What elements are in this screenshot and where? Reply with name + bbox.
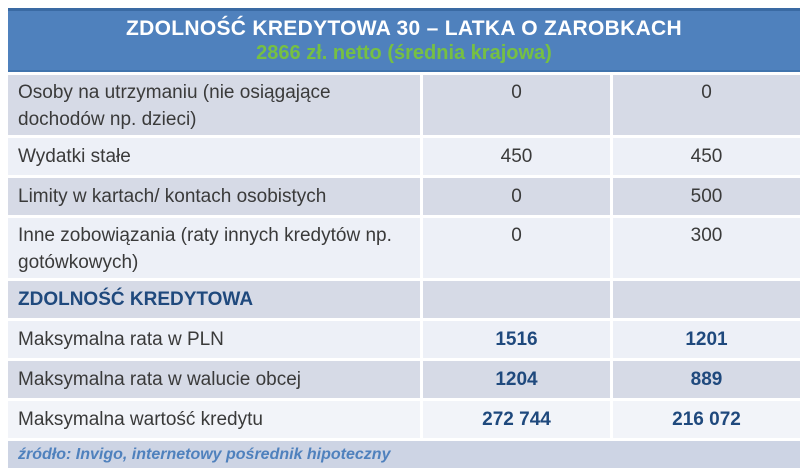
row-value-1: 0 <box>423 178 610 215</box>
row-value-2: 450 <box>613 138 800 175</box>
row-value-1: 1516 <box>423 321 610 358</box>
source-note <box>8 441 800 468</box>
row-value-1 <box>423 281 610 318</box>
row-label: Osoby na utrzymaniu (nie osiągające dochodów np. dzieci) <box>8 75 420 135</box>
row-label: Inne zobowiązania (raty innych kredytów np. gotówkowych) <box>8 218 420 278</box>
row-value-2: 500 <box>613 178 800 215</box>
row-label: Maksymalna rata w walucie obcej <box>8 361 420 398</box>
table-row-fixed-expenses <box>8 138 800 175</box>
table-header <box>8 8 800 72</box>
row-value-1: 272 744 <box>423 401 610 438</box>
row-value-1: 450 <box>423 138 610 175</box>
row-value-1: 0 <box>423 75 610 135</box>
table-row-card-limits <box>8 178 800 215</box>
row-label: Maksymalna rata w PLN <box>8 321 420 358</box>
table-row-max-installment-pln <box>8 321 800 358</box>
row-label: Wydatki stałe <box>8 138 420 175</box>
row-value-2: 216 072 <box>613 401 800 438</box>
row-value-2 <box>613 281 800 318</box>
row-value-1: 1204 <box>423 361 610 398</box>
table-row-max-installment-fx <box>8 361 800 398</box>
section-label: ZDOLNOŚĆ KREDYTOWA <box>8 281 420 318</box>
row-value-1: 0 <box>423 218 610 278</box>
table-row-dependents <box>8 75 800 135</box>
table-subtitle: 2866 zł. netto (średnia krajowa) <box>256 41 552 64</box>
credit-capacity-table <box>8 8 800 468</box>
row-value-2: 0 <box>613 75 800 135</box>
source-text: źródło: Invigo, internetowy pośrednik hipoteczny <box>18 445 391 463</box>
row-label: Limity w kartach/ kontach osobistych <box>8 178 420 215</box>
row-value-2: 889 <box>613 361 800 398</box>
table-row-max-credit-value <box>8 401 800 438</box>
table-title: ZDOLNOŚĆ KREDYTOWA 30 – LATKA O ZAROBKACH <box>126 16 682 40</box>
row-label: Maksymalna wartość kredytu <box>8 401 420 438</box>
table-row-other-liabilities <box>8 218 800 278</box>
row-value-2: 1201 <box>613 321 800 358</box>
table-row-section-header <box>8 281 800 318</box>
row-value-2: 300 <box>613 218 800 278</box>
